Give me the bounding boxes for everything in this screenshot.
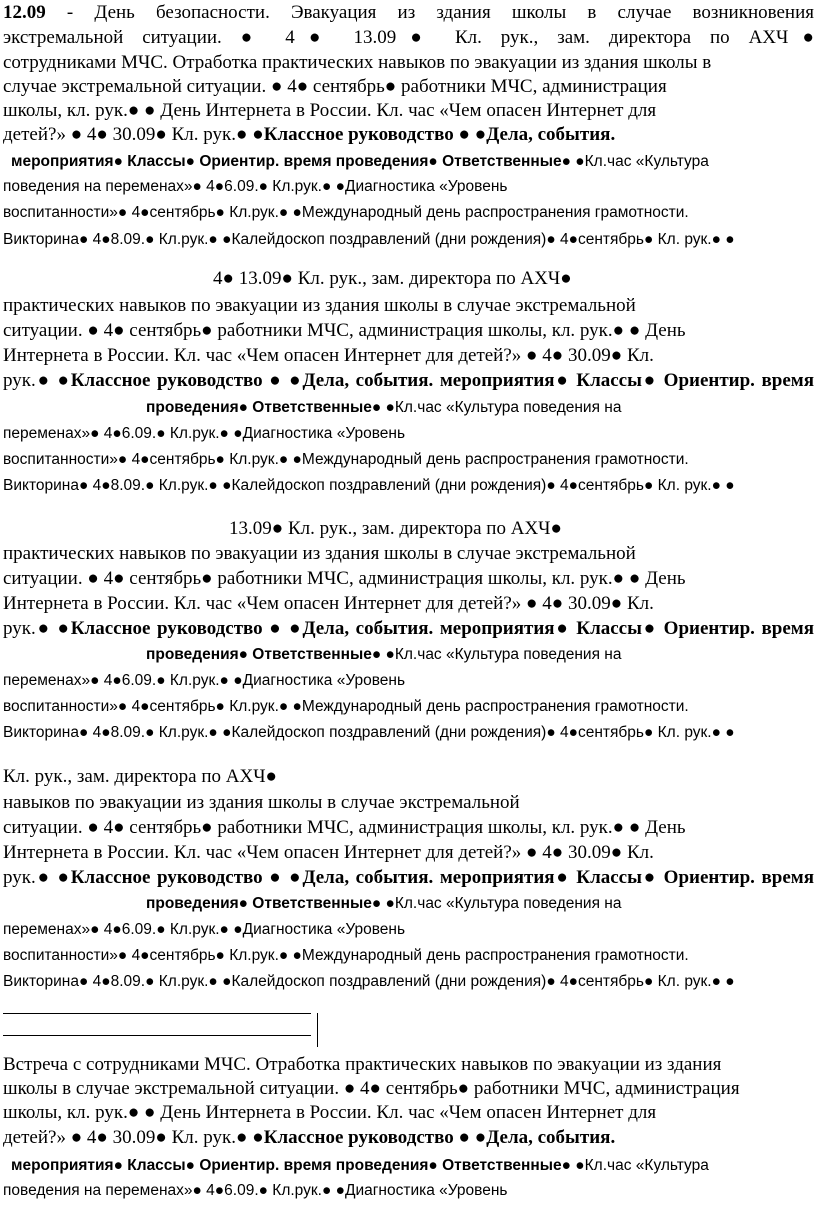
text-line [3,618,814,640]
text-segment: поведения на переменах»● 4●6.09.● Кл.рук.● ●Диагностика «Уровень [3,178,508,195]
text-line [3,320,814,342]
text-line [3,817,814,839]
text-segment: школы, кл. рук.● ● День Интернета в России. Кл. час «Чем опасен Интернет для [3,1102,657,1123]
text-line [3,518,814,540]
text-line [3,842,814,864]
text-line [3,2,814,24]
text-segment: Кл.час «Культура поведения на [394,895,622,912]
text-segment: практических навыков по эвакуации из здания школы в случае экстремальной [3,295,636,316]
text-segment: Кл.час «Культура поведения на [394,646,622,663]
text-line [3,671,814,691]
text-line [3,100,814,122]
bold-segment: Классное руководство ● ●Дела, события. мероприятия● Классы● Ориентир. время [70,618,814,639]
text-segment: детей?» ● 4● 30.09● Кл. рук.● ● [3,124,264,145]
bold-segment: Классное руководство ● ●Дела, события. мероприятия● Классы● Ориентир. время [70,370,814,391]
text-line [3,370,814,392]
text-segment: школы в случае экстремальной ситуации. ● 4● сентябрь● работники МЧС, администрация [3,1078,740,1099]
text-segment: воспитанности»● 4●сентябрь● Кл.рук.● ●Международный день распространения грамотности. [3,698,689,715]
text-line [3,920,814,940]
text-line [3,792,814,814]
text-segment: навыков по эвакуации из здания школы в случае экстремальной [3,792,520,813]
text-segment: Интернета в России. Кл. час «Чем опасен Интернет для детей?» ● 4● 30.09● Кл. [3,345,654,366]
text-segment: Викторина● 4●8.09.● Кл.рук.● ●Калейдоскоп поздравлений (дни рождения)● 4●сентябрь● Кл. рук.● ● [3,724,735,741]
text-segment: 13.09● Кл. рук., зам. директора по АХЧ● [229,518,562,539]
text-segment: Викторина● 4●8.09.● Кл.рук.● ●Калейдоскоп поздравлений (дни рождения)● 4●сентябрь● Кл. рук.● ● [3,477,735,494]
text-segment: Встреча с сотрудниками МЧС. Отработка практических навыков по эвакуации из здания [3,1054,722,1075]
text-line [3,723,814,743]
text-line [3,476,814,496]
text-line [3,645,814,665]
text-segment: сотрудниками МЧС. Отработка практических навыков по эвакуации из здания школы в [3,52,712,73]
text-line [3,1127,814,1149]
bold-segment: проведения● Ответственные● ● [146,399,395,416]
date-prefix: 12.09 [3,2,46,23]
text-line [3,1156,814,1176]
text-line [3,152,814,172]
bold-segment: Классное руководство ● ●Дела, события. [263,1127,616,1148]
bold-segment: Классное руководство ● ●Дела, события. [263,124,616,145]
text-segment: детей?» ● 4● 30.09● Кл. рук.● ● [3,1127,264,1148]
text-segment: Викторина● 4●8.09.● Кл.рук.● ●Калейдоскоп поздравлений (дни рождения)● 4●сентябрь● Кл. рук.● ● [3,973,735,990]
divider-vertical [317,1013,318,1047]
text-segment: Интернета в России. Кл. час «Чем опасен Интернет для детей?» ● 4● 30.09● Кл. [3,842,654,863]
text-segment: рук.● ● [3,618,71,639]
divider-line-2 [3,1035,311,1036]
text-segment: практических навыков по эвакуации из здания школы в случае экстремальной [3,543,636,564]
text-segment: рук.● ● [3,370,71,391]
text-line [3,203,814,223]
text-segment: переменах»● 4●6.09.● Кл.рук.● ●Диагностика «Уровень [3,672,406,689]
text-segment: Кл. рук., зам. директора по АХЧ● [3,766,278,787]
text-line [3,124,814,146]
text-line [3,295,814,317]
text-line [3,543,814,565]
text-line [3,177,814,197]
text-line [3,894,814,914]
text-segment: ситуации. ● 4● сентябрь● работники МЧС, администрация школы, кл. рук.● ● День [3,568,686,589]
text-line [3,27,814,49]
text-segment: Кл.час «Культура [584,1157,709,1174]
text-line [3,568,814,590]
text-segment: воспитанности»● 4●сентябрь● Кл.рук.● ●Международный день распространения грамотности. [3,451,689,468]
text-segment: переменах»● 4●6.09.● Кл.рук.● ●Диагностика «Уровень [3,921,406,938]
text-line [3,268,814,290]
text-segment: Кл.час «Культура поведения на [394,399,622,416]
text-line [3,593,814,615]
text-line [3,946,814,966]
text-line [3,867,814,889]
bold-segment: проведения● Ответственные● ● [146,895,395,912]
text-segment: воспитанности»● 4●сентябрь● Кл.рук.● ●Международный день распространения грамотности. [3,204,689,221]
bold-segment: Классное руководство ● ●Дела, события. мероприятия● Классы● Ориентир. время [70,867,814,888]
text-segment: воспитанности»● 4●сентябрь● Кл.рук.● ●Международный день распространения грамотности. [3,947,689,964]
text-line [3,1078,814,1100]
text-segment: 4● 13.09● Кл. рук., зам. директора по АХЧ● [213,268,572,289]
text-line [3,1181,814,1201]
text-line [3,450,814,470]
text-segment: рук.● ● [3,867,71,888]
bold-segment: мероприятия● Классы● Ориентир. время проведения● Ответственные● ● [11,1157,585,1174]
text-segment: экстремальной ситуации. ● 4● 13.09● Кл. рук., зам. директора по АХЧ● [3,27,814,48]
text-segment: ситуации. ● 4● сентябрь● работники МЧС, администрация школы, кл. рук.● ● День [3,320,686,341]
text-line [3,1102,814,1124]
text-segment: поведения на переменах»● 4●6.09.● Кл.рук.● ●Диагностика «Уровень [3,1182,508,1199]
text-segment: Кл.час «Культура [584,153,709,170]
divider-line-1 [3,1013,311,1014]
text-segment: ситуации. ● 4● сентябрь● работники МЧС, администрация школы, кл. рук.● ● День [3,817,686,838]
text-line [3,424,814,444]
text-segment: Викторина● 4●8.09.● Кл.рук.● ●Калейдоскоп поздравлений (дни рождения)● 4●сентябрь● Кл. рук.● ● [3,231,735,248]
bold-segment: мероприятия● Классы● Ориентир. время проведения● Ответственные● ● [11,153,585,170]
text-line [3,697,814,717]
text-segment: случае экстремальной ситуации. ● 4● сентябрь● работники МЧС, администрация [3,76,667,97]
text-segment: школы, кл. рук.● ● День Интернета в России. Кл. час «Чем опасен Интернет для [3,100,657,121]
text-line [3,398,814,418]
text-segment: 12.09 - День безопасности. Эвакуация из здания школы в случае возникновения [3,2,814,23]
text-line [3,52,814,74]
text-line [3,766,814,788]
text-line [3,76,814,98]
text-line [3,972,814,992]
bold-segment: проведения● Ответственные● ● [146,646,395,663]
text-segment: Интернета в России. Кл. час «Чем опасен Интернет для детей?» ● 4● 30.09● Кл. [3,593,654,614]
text-line [3,230,814,250]
text-line [3,345,814,367]
text-segment: переменах»● 4●6.09.● Кл.рук.● ●Диагностика «Уровень [3,425,406,442]
text-line [3,1054,814,1076]
